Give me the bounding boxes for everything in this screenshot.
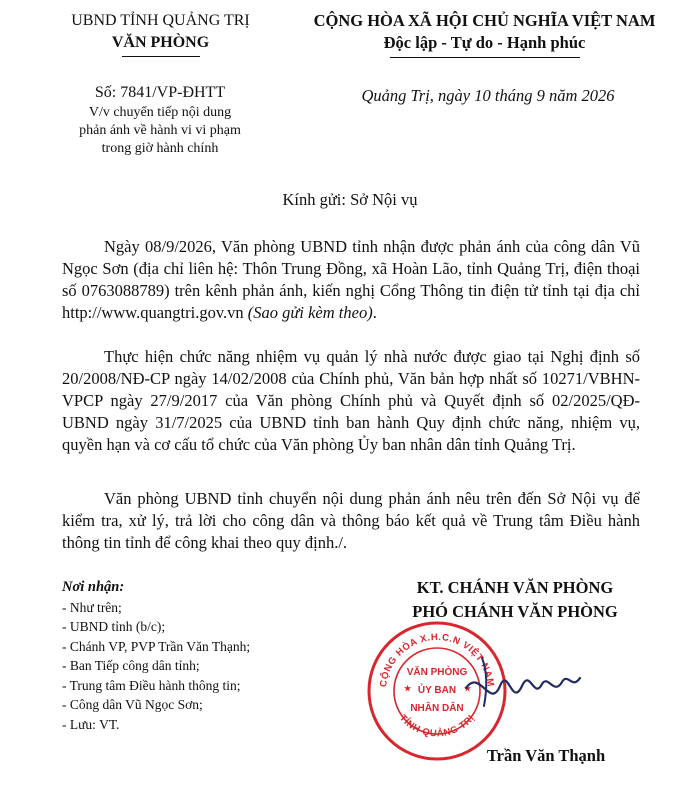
body-paragraph-3: Văn phòng UBND tỉnh chuyển nội dung phản ánh nêu trên đến Sở Nội vụ để kiểm tra, xử lý, trả lời cho công dân và thông báo kết quả về Trung tâm Điều hành thông tin tỉnh để công khai theo quy định./. <box>62 489 640 552</box>
document-subject <box>40 104 280 158</box>
recipient-item: - Chánh VP, PVP Trần Văn Thạnh; <box>62 638 251 654</box>
recipient-item: - UBND tỉnh (b/c); <box>62 619 166 634</box>
signing-authority <box>370 576 660 624</box>
agency-divider <box>122 56 200 57</box>
recipient-item: - Công dân Vũ Ngọc Sơn; <box>62 697 203 712</box>
national-title: CỘNG HÒA XÃ HỘI CHỦ NGHĨA VIỆT NAM <box>313 11 656 30</box>
salutation: Kính gửi: Sở Nội vụ <box>282 190 418 209</box>
paragraph-end: . <box>372 303 377 322</box>
seal-center-line: ỦY BAN <box>417 685 457 696</box>
seal-center-line: NHÂN DÂN <box>410 703 464 714</box>
body-paragraph-1 <box>62 236 640 324</box>
signer-name: Trần Văn Thạnh <box>486 746 606 765</box>
attachment-note: (Sao gửi kèm theo) <box>247 303 373 322</box>
agency-parent: UBND TỈNH QUẢNG TRỊ <box>71 12 250 29</box>
national-motto: Độc lập - Tự do - Hạnh phúc <box>383 33 586 52</box>
signing-title-2: PHÓ CHÁNH VĂN PHÒNG <box>412 602 618 621</box>
place-date-line: Quảng Trị, ngày 10 tháng 9 năm 2026 <box>361 86 615 105</box>
document-number: Số: 7841/VP-ĐHTT <box>94 84 226 101</box>
recipient-item: - Trung tâm Điều hành thông tin; <box>62 677 241 693</box>
recipient-item: - Như trên; <box>62 599 122 615</box>
recipients-heading: Nơi nhận: <box>62 579 125 595</box>
signing-title-1: KT. CHÁNH VĂN PHÒNG <box>416 578 614 597</box>
handwritten-signature <box>462 648 582 720</box>
issuing-agency-block <box>38 10 283 57</box>
paragraph-text: Ngày 08/9/2026, Văn phòng UBND tỉnh nhận được phản ánh của công dân Vũ Ngọc Sơn (địa chỉ liên hệ: Thôn Trung Đồng, xã Hoàn Lão, tỉnh Quảng Trị, điện thoại số 0763088789) trên kênh phản ánh, kiến nghị Cổng Thông tin điện tử tỉnh tại địa chỉ http://www.quangtri.gov.vn <box>62 237 640 322</box>
subject-line: phản ánh về hành vi vi phạm <box>79 123 241 138</box>
motto-divider <box>390 57 580 58</box>
recipients-list <box>62 598 362 735</box>
recipient-item: - Lưu: VT. <box>62 716 120 732</box>
seal-ring-text-bottom: TỈNH QUẢNG TRỊ <box>396 712 478 740</box>
seal-ring-text-top: CỘNG HÒA X.H.C.N VIỆT NAM <box>378 631 496 688</box>
recipients-block <box>62 578 362 734</box>
national-heading-block <box>302 10 667 58</box>
body-paragraph-2: Thực hiện chức năng nhiệm vụ quản lý nhà nước được giao tại Nghị định số 20/2008/NĐ-CP ngày 14/02/2008 của Chính phủ, Văn bản hợp nhất số 10271/VBHN-VPCP ngày 27/9/2017 của Văn phòng Chính phủ và Quyết định số 02/2025/QĐ-UBND ngày 31/7/2025 của UBND tỉnh ban hành Quy định chức năng, nhiệm vụ, quyền hạn và cơ cấu tổ chức của Văn phòng Ủy ban nhân dân tỉnh Quảng Trị. <box>62 347 640 454</box>
subject-line: V/v chuyển tiếp nội dung <box>88 105 232 120</box>
seal-star-left: ★ <box>404 684 412 693</box>
seal-star-right: ★ <box>464 684 472 693</box>
recipient-item: - Ban Tiếp công dân tỉnh; <box>62 658 200 673</box>
seal-center-line: VĂN PHÒNG <box>406 667 468 678</box>
subject-line: trong giờ hành chính <box>101 141 219 156</box>
agency-name: VĂN PHÒNG <box>111 34 210 51</box>
